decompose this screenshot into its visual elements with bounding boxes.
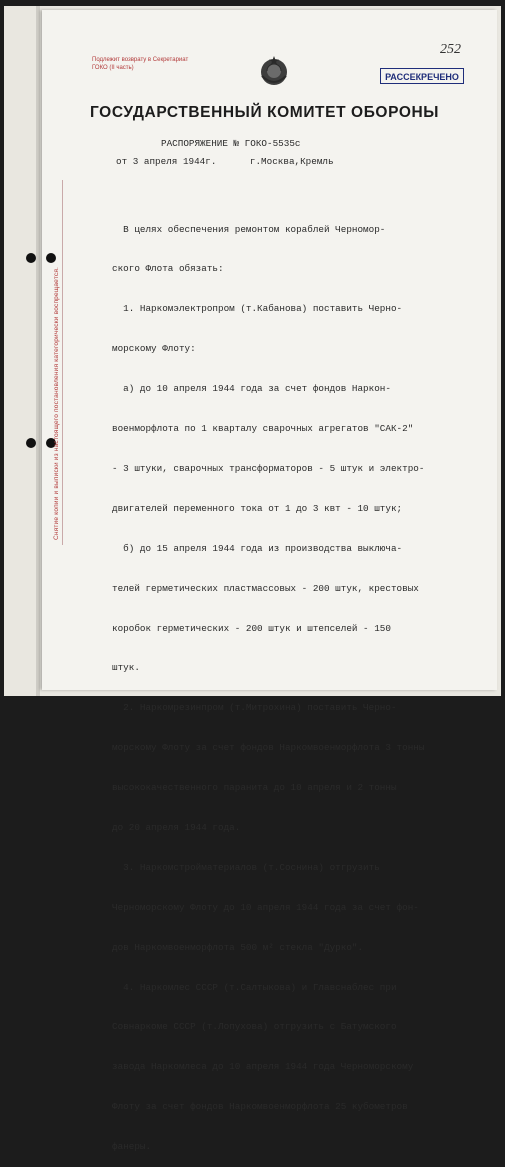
document-body [112,196,424,1167]
binder-hole-bottom [26,438,36,448]
body-line: военморфлота по 1 кварталу сварочных агрегатов "САК-2" [112,423,414,435]
body-line: В целях обеспечения ремонтом кораблей Черномор- [112,223,386,235]
margin-line [62,180,63,545]
binder-hole-top [26,253,36,263]
body-line: 4. Наркомлес СССР (т.Салтыкова) и Главснаблес при [112,981,397,993]
declassified-stamp: РАССЕКРЕЧЕНО [380,68,464,84]
body-line: а) до 10 апреля 1944 года за счет фондов Наркон- [112,383,391,395]
archive-page-number: 252 [440,42,461,57]
body-line: 3. Наркомстройматериалов (т.Соснина) отгрузить [112,861,380,873]
body-line: телей герметических пластмассовых - 200 штук, крестовых [112,582,419,594]
return-note [92,56,188,72]
body-line: высококачественного паранита до 10 апреля и 2 тонны [112,782,397,794]
body-line: дов Наркомвоенморфлота 500 м² стекла "Дурко". [112,941,364,953]
state-emblem-icon [258,54,290,88]
page-title: ГОСУДАРСТВЕННЫЙ КОМИТЕТ ОБОРОНЫ [90,104,440,121]
copy-prohibition-note: Снятие копии и выписки из настоящего постановления категорически воспрещается. [53,266,60,540]
body-line: коробок герметических - 200 штук и штепселей - 150 [112,622,391,634]
return-note-line: ГОКО (II часть) [92,65,134,71]
body-line: фанеры. [112,1141,152,1153]
body-line: до 20 апреля 1944 года. [112,821,241,833]
folder-spine [36,6,40,696]
body-line: штук. [112,662,140,674]
body-line: Черноморскому Флоту до 10 апреля 1944 года за счет фон- [112,901,419,913]
body-line: Совнаркоме СССР (т.Лопухова) отгрузить с Батумского [112,1021,397,1033]
body-line: - 3 штуки, сварочных трансформаторов - 5 штук и электро- [112,462,425,474]
return-note-line: Подлежит возврату в Секретариат [92,57,189,63]
body-line: морскому Флоту за счет фондов Наркомвоенморфлота 3 тонны [112,742,425,754]
body-line: двигателей переменного тока от 1 до 3 квт - 10 штук; [112,502,403,514]
order-title: РАСПОРЯЖЕНИЕ № ГОКО-5535с [161,138,301,149]
body-line: б) до 15 апреля 1944 года из производства выключа- [112,542,403,554]
order-date-place: от 3 апреля 1944г. г.Москва,Кремль [116,156,334,167]
body-line: 2. Наркомрезинпром (т.Митрохина) поставить Черно- [112,702,397,714]
body-line: 1. Наркомэлектропром (т.Кабанова) поставить Черно- [112,303,403,315]
body-line: завода Наркомлеса до 10 апреля 1944 года Черноморскому [112,1061,414,1073]
body-line: морскому Флоту: [112,343,196,355]
body-line: ского Флота обязать: [112,263,224,275]
body-line: Флоту за счет фондов Наркомвоенморфлота 25 кубометров [112,1101,408,1113]
